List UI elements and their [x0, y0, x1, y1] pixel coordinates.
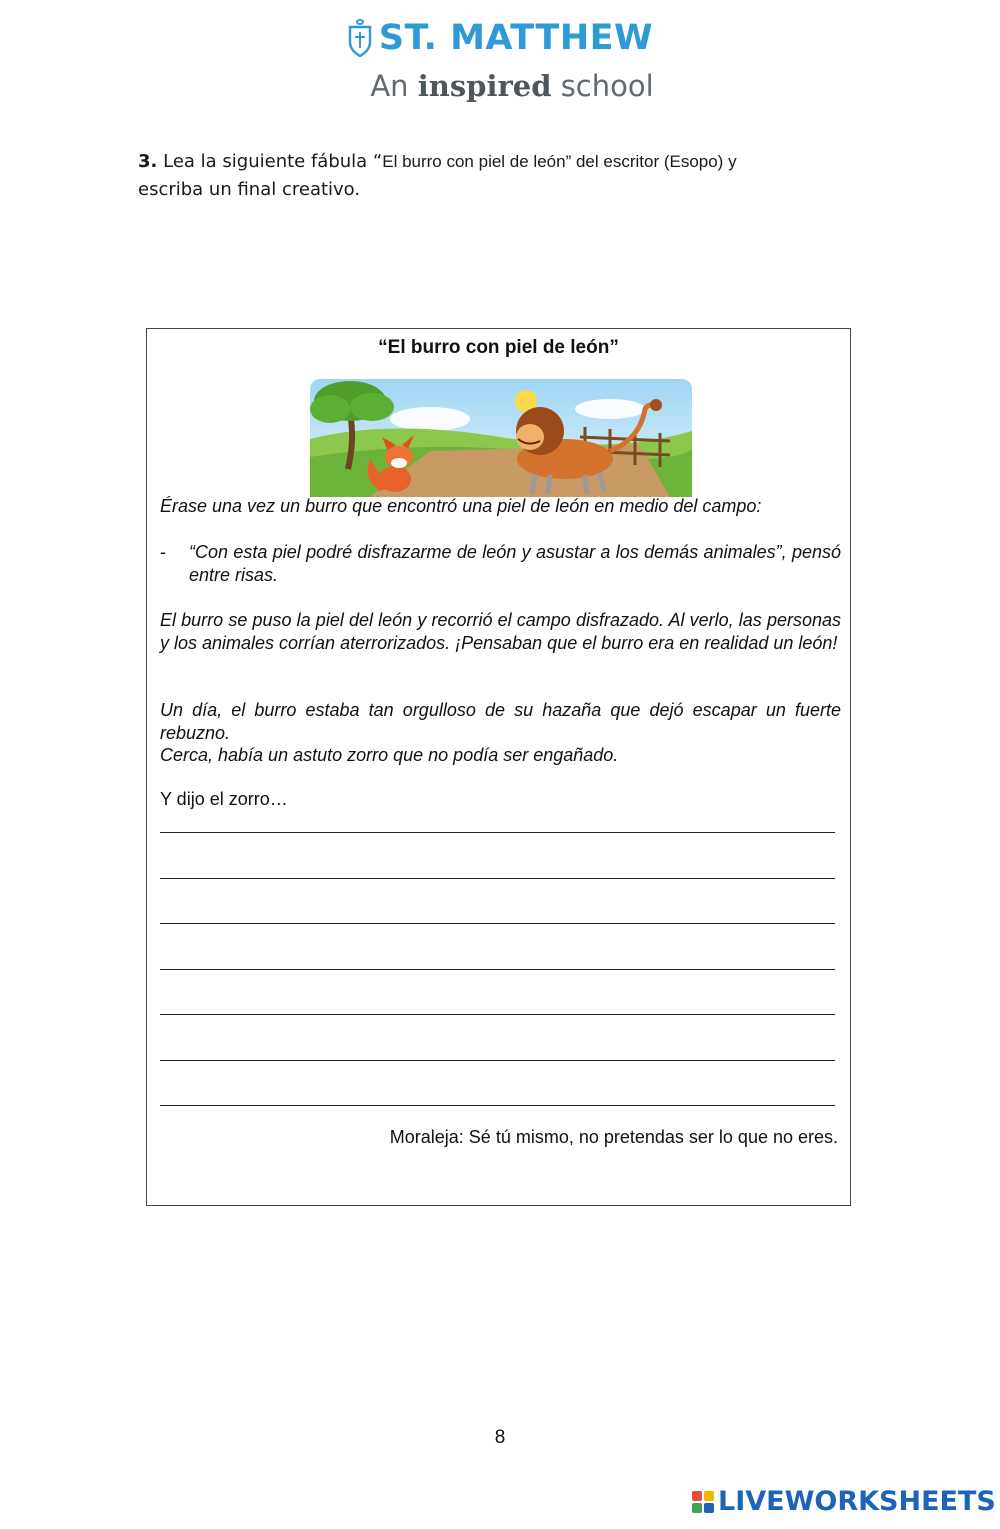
answer-line[interactable] [160, 969, 835, 970]
liveworksheets-icon [692, 1491, 714, 1513]
shield-cross-icon [347, 18, 373, 58]
story-moral: Moraleja: Sé tú mismo, no pretendas ser lo que no eres. [389, 1127, 838, 1147]
answer-line[interactable] [160, 1105, 835, 1106]
brand-name: LIVEWORKSHEETS [718, 1486, 996, 1517]
school-logo [0, 14, 1000, 103]
liveworksheets-logo [692, 1486, 996, 1517]
fable-scene-illustration [310, 379, 692, 497]
exercise-instruction: 3. Lea la siguiente fábula “El burro con piel de león” del escritor (Esopo) y escriba un final creativo. [138, 151, 737, 200]
page-number: 8 [494, 1427, 506, 1448]
writing-prompt: Y dijo el zorro… [160, 789, 288, 809]
answer-line[interactable] [160, 878, 835, 879]
story-paragraph: Un día, el burro estaba tan orgulloso de su hazaña que dejó escapar un fuerte rebuzno. Cerca, había un astuto zorro que no podía ser engañado. [160, 700, 841, 765]
story-paragraph: El burro se puso la piel del león y recorrió el campo disfrazado. Al verlo, las personas y los animales corrían aterrorizados. ¡Pensaban que el burro era en realidad un león! [160, 610, 841, 653]
story-paragraph: Érase una vez un burro que encontró una piel de león en medio del campo: [160, 496, 762, 516]
answer-line[interactable] [160, 832, 835, 833]
story-title: “El burro con piel de león” [378, 337, 619, 358]
answer-line[interactable] [160, 1060, 835, 1061]
exercise-number: 3. [138, 151, 158, 172]
story-dialogue: - “Con esta piel podré disfrazarme de león y asustar a los demás animales”, pensó entre risas. [160, 542, 841, 585]
school-name: ST. MATTHEW [378, 18, 654, 58]
story-box [146, 328, 851, 1206]
school-tagline: An inspired school [370, 69, 654, 103]
answer-line[interactable] [160, 1014, 835, 1015]
answer-line[interactable] [160, 923, 835, 924]
